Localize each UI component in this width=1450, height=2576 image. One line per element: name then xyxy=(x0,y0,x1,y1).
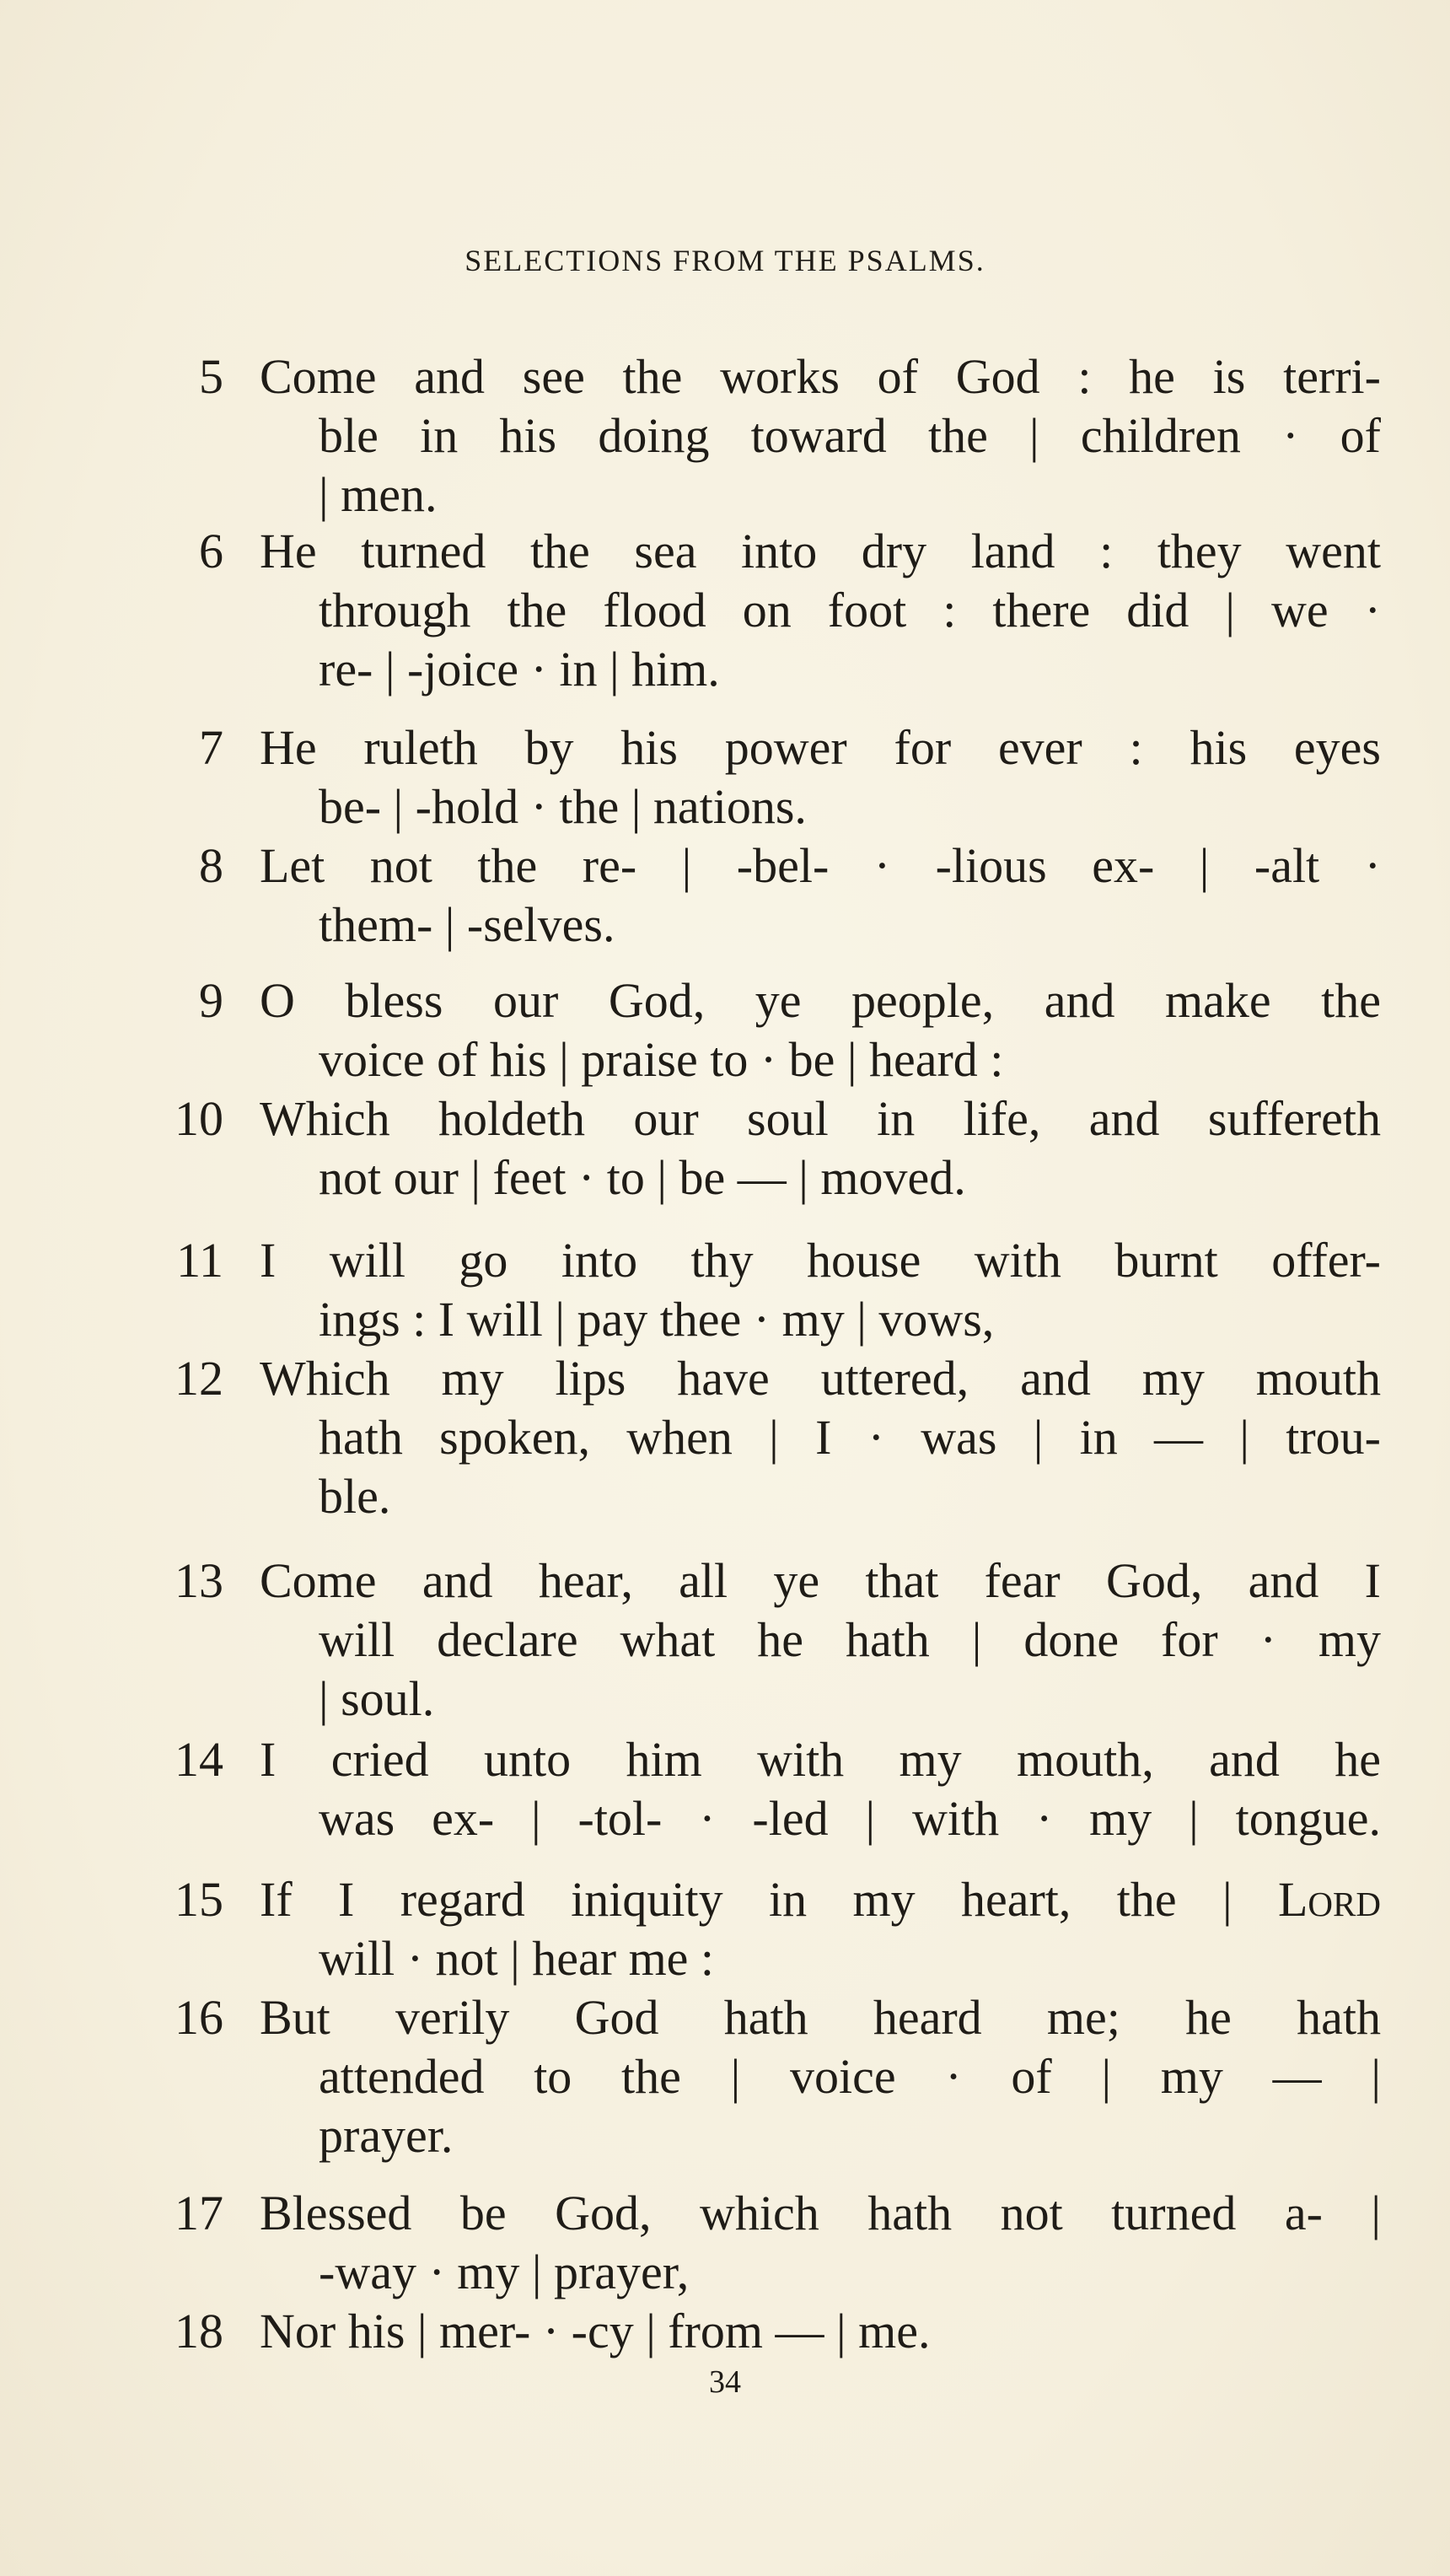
verse-line: not our | feet · to | be — | moved. xyxy=(319,1150,966,1205)
verse-line: attended to the | voice · of | my — | xyxy=(319,2049,1381,2104)
verse-line: He turned the sea into dry land : they went xyxy=(260,524,1381,578)
verse-number: 5 xyxy=(199,349,223,404)
verse-number: 6 xyxy=(199,524,223,578)
verse-number: 15 xyxy=(175,1872,223,1927)
verse-line: Which holdeth our soul in life, and suffereth xyxy=(260,1091,1381,1146)
verse-line: ble in his doing toward the | children · of xyxy=(319,408,1381,463)
verse-number: 13 xyxy=(175,1553,223,1608)
verse-line: was ex- | -tol- · -led | with · my | tongue. xyxy=(319,1791,1381,1846)
verse-line: re- | -joice · in | him. xyxy=(319,642,720,696)
verse-number: 11 xyxy=(176,1233,223,1288)
verse-line: ble. xyxy=(319,1469,391,1524)
verse-line: Let not the re- | -bel- · -lious ex- | -alt · xyxy=(260,838,1381,893)
verse-number: 18 xyxy=(175,2304,223,2358)
verse-number: 9 xyxy=(199,973,223,1028)
lord-small-caps: Lord xyxy=(1278,1872,1381,1927)
verse-line xyxy=(260,1870,1381,1929)
verse-line: Nor his | mer- · -cy | from — | me. xyxy=(260,2304,931,2358)
verse-line: will declare what he hath | done for · my xyxy=(319,1612,1381,1667)
verse-line: I cried unto him with my mouth, and he xyxy=(260,1732,1381,1787)
verse-line: Which my lips have uttered, and my mouth xyxy=(260,1351,1381,1406)
verse-line: voice of his | praise to · be | heard : xyxy=(319,1032,1004,1087)
verse-line: Blessed be God, which hath not turned a- | xyxy=(260,2186,1381,2240)
running-head: SELECTIONS FROM THE PSALMS. xyxy=(465,244,985,277)
verse-line: Come and hear, all ye that fear God, and I xyxy=(260,1553,1381,1608)
verse-number: 10 xyxy=(175,1091,223,1146)
verse-line: Come and see the works of God : he is terri- xyxy=(260,349,1381,404)
verse-line: will · not | hear me : xyxy=(319,1931,715,1986)
verse-number: 8 xyxy=(199,838,223,893)
verse-number: 17 xyxy=(175,2186,223,2240)
verse-line: be- | -hold · the | nations. xyxy=(319,779,807,834)
verse-number: 14 xyxy=(175,1732,223,1787)
verse-line: hath spoken, when | I · was | in — | trou- xyxy=(319,1410,1381,1465)
verse-line: -way · my | prayer, xyxy=(319,2245,690,2299)
verse-line: ings : I will | pay thee · my | vows, xyxy=(319,1292,995,1347)
verse-line-text: If I regard iniquity in my heart, the | xyxy=(260,1872,1232,1927)
verse-line: | men. xyxy=(319,467,438,522)
verse-number: 7 xyxy=(199,720,223,775)
verse-line: O bless our God, ye people, and make the xyxy=(260,973,1381,1028)
verse-number: 12 xyxy=(175,1351,223,1406)
verse-number: 16 xyxy=(175,1990,223,2045)
verse-line: He ruleth by his power for ever : his eyes xyxy=(260,720,1381,775)
verse-line: But verily God hath heard me; he hath xyxy=(260,1990,1381,2045)
verse-line: them- | -selves. xyxy=(319,897,615,952)
verse-line: | soul. xyxy=(319,1671,435,1726)
page-number: 34 xyxy=(709,2364,741,2400)
verse-line: prayer. xyxy=(319,2108,454,2163)
verse-line: through the flood on foot : there did | we · xyxy=(319,583,1381,637)
verse-line: I will go into thy house with burnt offer- xyxy=(260,1233,1381,1288)
